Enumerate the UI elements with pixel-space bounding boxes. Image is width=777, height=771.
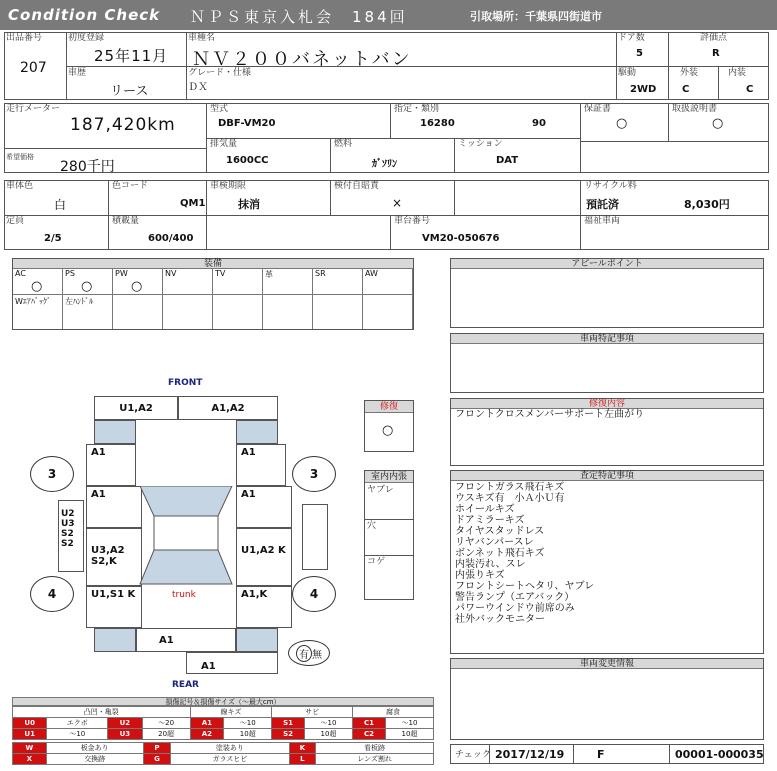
legend-cell: U0 — [13, 718, 47, 729]
assessment-panel — [450, 470, 764, 654]
rear-label: REAR — [172, 680, 199, 690]
ext-value: C — [682, 84, 690, 95]
manual-value: ○ — [712, 116, 724, 131]
sheet-title: Condition Check — [8, 6, 161, 24]
equipment-value: ○ — [31, 279, 43, 294]
inspection-value: 抹消 — [238, 198, 260, 211]
equipment-extra-8 — [363, 295, 413, 329]
recycle-status: 預託済 — [586, 198, 619, 211]
fuel-label: 燃料 — [334, 139, 353, 149]
legend-cell: 10超 — [385, 729, 433, 740]
repair-detail-panel — [450, 398, 764, 466]
int-value: C — [746, 84, 754, 95]
displacement-label: 排気量 — [210, 139, 238, 149]
price-value: 280千円 — [60, 159, 115, 175]
body-color-label: 車体色 — [6, 181, 34, 191]
legend-cell: 10超 — [224, 729, 272, 740]
appeal-title: アピールポイント — [451, 259, 763, 269]
assessment-line: フロントガラス飛石キズ — [455, 482, 565, 493]
equipment-extra-7 — [313, 295, 363, 329]
warranty-label: 保証書 — [584, 104, 612, 114]
car-name-value: ＮＶ２００バネットバン — [192, 49, 412, 70]
equipment-extra-1 — [13, 295, 63, 329]
welfare-label: 福祉車両 — [584, 216, 621, 226]
recycle-amount: 8,030円 — [684, 198, 730, 211]
legend-cell: 10超 — [304, 729, 352, 740]
assessment-title: 査定特記事項 — [451, 471, 763, 481]
legend-cell: U1 — [13, 729, 47, 740]
ext-label: 外装 — [680, 68, 699, 78]
rear-corner-left — [94, 628, 136, 652]
inspection-label: 車検期限 — [210, 181, 247, 191]
front-label: FRONT — [168, 378, 203, 388]
mileage-value: 187,420km — [70, 115, 176, 135]
assessment-line: ドアミラーキズ — [455, 515, 525, 526]
legend-cell: 20超 — [142, 729, 190, 740]
repair-value: ○ — [382, 423, 394, 438]
appeal-panel — [450, 258, 764, 328]
lot-number: 207 — [20, 60, 47, 76]
rear-bumper: A1 — [186, 652, 278, 674]
equipment-item-1 — [13, 269, 63, 295]
equipment-label: AW — [365, 269, 378, 278]
equipment-item-3 — [113, 269, 163, 295]
capacity-label: 定員 — [6, 216, 25, 226]
assessment-line: リヤバンパースレ — [455, 537, 534, 548]
equipment-item-7 — [313, 269, 363, 295]
equipment-item-8 — [363, 269, 413, 295]
interior-item-2: 穴 — [367, 521, 377, 531]
rear-quarter-left: U1,S1 K — [86, 586, 142, 628]
equipment-item-6 — [263, 269, 313, 295]
spare-tire — [288, 640, 330, 666]
drive-value: 2WD — [630, 84, 657, 95]
front-bumper-right: A1,A2 — [178, 396, 278, 420]
assessment-line: 社外バックモニター — [455, 614, 545, 625]
color-code-value: QM1 — [180, 198, 206, 209]
designation-label: 指定・類別 — [394, 104, 440, 114]
first-reg-value: 25年11月 — [94, 47, 169, 65]
repair-detail-title: 修復内容 — [451, 399, 763, 409]
recycle-label: リサイクル料 — [584, 181, 637, 191]
legend-cell: C2 — [352, 729, 385, 740]
check-code-1: 00001-00 — [675, 748, 734, 761]
equipment-label: PW — [115, 269, 128, 278]
warranty-value: ○ — [616, 116, 628, 131]
front-corner-left — [94, 420, 136, 444]
legend-cell: U3 — [108, 729, 142, 740]
interior-box — [364, 470, 414, 600]
equipment-extra-4 — [163, 295, 213, 329]
equipment-label: 革 — [265, 270, 273, 279]
grade-label: グレード・仕様 — [188, 68, 252, 78]
equipment-extra-6 — [263, 295, 313, 329]
legend-cell: X — [13, 754, 47, 765]
interior-item-3: コゲ — [367, 557, 386, 567]
tailgate: A1 — [136, 628, 236, 652]
front-corner-right — [236, 420, 278, 444]
load-label: 積載量 — [112, 216, 140, 226]
front-bumper-left: U1,A2 — [94, 396, 178, 420]
legend-cell: A1 — [190, 718, 224, 729]
legend-cell: P — [143, 743, 170, 754]
assessment-line: ホイールキズ — [455, 504, 515, 515]
legend-table — [12, 706, 434, 740]
vehicle-notes-title: 車両特記事項 — [451, 334, 763, 344]
equipment-title: 装備 — [13, 259, 413, 269]
front-door-left: A1 — [86, 486, 142, 528]
grade-value: ＤＸ — [188, 82, 208, 93]
legend-cell: G — [143, 754, 170, 765]
equipment-extra-2 — [63, 295, 113, 329]
rear-quarter-right: A1,K — [236, 586, 292, 628]
car-name-label: 車種名 — [188, 33, 216, 43]
legend-cell: U2 — [108, 718, 142, 729]
legend-cell: A2 — [190, 729, 224, 740]
side-right-panel — [302, 504, 328, 570]
equipment-extra-5 — [213, 295, 263, 329]
chassis-label: 車台番号 — [394, 216, 431, 226]
legend-cell: ～10 — [385, 718, 433, 729]
equipment-label: TV — [215, 269, 226, 278]
body-color-value: 白 — [54, 198, 67, 212]
legend-cell: ～20 — [142, 718, 190, 729]
rear-door-left: U3,A2 S2,K — [86, 528, 142, 586]
spare-no: 無 — [312, 649, 322, 661]
assessment-line: ウスキズ有 小Ａ小Ｕ有 — [455, 493, 565, 504]
legend-head-4: 腐食 — [352, 707, 433, 718]
score-value: R — [712, 48, 720, 59]
change-info-title: 車両変更情報 — [451, 659, 763, 669]
doors-label: ドア数 — [618, 33, 645, 43]
first-reg-label: 初度登録 — [68, 33, 105, 43]
score-label: 評価点 — [700, 33, 728, 43]
legend-cell: 板金あり — [46, 743, 143, 754]
repair-box — [364, 400, 414, 452]
history-value: リース — [110, 84, 149, 99]
chassis-value: VM20-050676 — [422, 233, 500, 244]
color-code-label: 色コード — [112, 181, 149, 191]
cabin-shape — [136, 486, 236, 586]
side-left-panel: U2 U3 S2 S2 — [58, 500, 84, 572]
equipment-value: ○ — [81, 279, 93, 294]
assessment-line: フロントシートヘタリ、ヤブレ — [455, 581, 595, 592]
hood-left: A1 — [86, 444, 136, 486]
legend-head-3: サビ — [272, 707, 353, 718]
trunk-label: trunk — [172, 590, 196, 600]
lot-label: 出品番号 — [6, 33, 43, 43]
legend-cell: C1 — [352, 718, 385, 729]
fuel-value: ｶﾞｿﾘﾝ — [372, 159, 397, 170]
legend-head-1: 凸凹・亀裂 — [13, 707, 191, 718]
equipment-item-2 — [63, 269, 113, 295]
footer-bar — [450, 744, 764, 764]
tire-front-left: 3 — [30, 456, 74, 492]
interior-title: 室内内張 — [365, 471, 413, 483]
vehicle-notes-panel — [450, 333, 764, 393]
equipment-extra-3 — [113, 295, 163, 329]
mileage-label: 走行メーター — [6, 104, 61, 114]
legend-title: 損傷記号＆損傷サイズ（～最大cm） — [12, 697, 434, 706]
legend-cell: 看板跡 — [316, 743, 434, 754]
doors-value: 5 — [636, 48, 643, 59]
assessment-line: 内張りキズ — [455, 570, 505, 581]
displacement-value: 1600CC — [226, 155, 269, 166]
check-date: 2017/12/19 — [495, 748, 565, 761]
equipment-extra-label: Wｴｱﾊﾞｯｸﾞ — [15, 297, 51, 306]
legend-cell: S2 — [272, 729, 305, 740]
equipment-label: SR — [315, 269, 326, 278]
assessment-line: 警告ランプ（エアバック） — [455, 592, 575, 603]
model-label: 型式 — [210, 104, 229, 114]
price-label: 希望価格 — [6, 153, 34, 161]
repair-detail-text: フロントクロスメンバーサポート左曲がり — [455, 409, 645, 420]
legend-cell: 塗装あり — [171, 743, 289, 754]
tire-front-right: 3 — [292, 456, 336, 492]
legend-head-2: 線キズ — [190, 707, 272, 718]
legend-cell: S1 — [272, 718, 305, 729]
load-value: 600/400 — [148, 233, 194, 244]
hood-right: A1 — [236, 444, 286, 486]
assessment-line: ボンネット飛石キズ — [455, 548, 545, 559]
legend-cell: 交換跡 — [46, 754, 143, 765]
capacity-value: 2/5 — [44, 233, 62, 244]
change-info-panel — [450, 658, 764, 740]
legend-cell: ガラスヒビ — [171, 754, 289, 765]
insurance-label: 検付自賠責 — [334, 181, 380, 191]
designation-value: 16280 — [420, 118, 455, 129]
mission-label: ミッション — [458, 139, 503, 149]
damage-legend — [12, 697, 434, 765]
assessment-line: 内装汚れ、スレ — [455, 559, 526, 570]
mission-value: DAT — [496, 155, 519, 166]
assessment-line: パワーウインドウ前席のみ — [455, 603, 575, 614]
auction-name: ＮＰＳ東京入札会 184回 — [190, 8, 408, 26]
equipment-label: PS — [65, 269, 75, 278]
rear-door-right: U1,A2 K — [236, 528, 292, 586]
int-label: 内装 — [728, 68, 747, 78]
equipment-value: ○ — [131, 279, 143, 294]
assessment-lines — [455, 482, 594, 625]
equipment-item-5 — [213, 269, 263, 295]
legend-cell: ～10 — [304, 718, 352, 729]
check-grade: F — [597, 748, 605, 761]
check-label: チェック — [455, 750, 491, 760]
equipment-label: AC — [15, 269, 26, 278]
pickup-location: 引取場所：千葉県四街道市 — [470, 10, 602, 23]
legend-cell: エクボ — [47, 718, 108, 729]
legend-cell: ～10 — [47, 729, 108, 740]
front-door-right: A1 — [236, 486, 292, 528]
tire-rear-right: 4 — [292, 576, 336, 612]
category-value: 90 — [532, 118, 546, 129]
history-label: 車歴 — [68, 68, 87, 78]
interior-item-1: ヤブレ — [367, 485, 394, 495]
insurance-value: × — [392, 196, 403, 210]
check-code-2: 0035 — [733, 748, 764, 761]
legend-cell: W — [13, 743, 47, 754]
repair-title: 修復 — [365, 401, 413, 413]
legend-cell: ～10 — [224, 718, 272, 729]
legend-cell: レンズ割れ — [316, 754, 434, 765]
tire-rear-left: 4 — [30, 576, 74, 612]
manual-label: 取扱説明書 — [672, 104, 718, 114]
rear-corner-right — [236, 628, 278, 652]
drive-label: 駆動 — [618, 68, 637, 78]
legend-cell: K — [289, 743, 315, 754]
equipment-item-4 — [163, 269, 213, 295]
legend-table-2 — [12, 742, 434, 765]
equipment-extra-label: 左ﾊﾝﾄﾞﾙ — [65, 297, 93, 306]
model-value: DBF-VM20 — [218, 118, 276, 129]
equipment-label: NV — [165, 269, 177, 278]
legend-cell: L — [289, 754, 315, 765]
spare-yes: 有 — [296, 645, 312, 662]
header-bar — [0, 0, 777, 30]
assessment-line: タイヤスタッドレス — [455, 526, 545, 537]
